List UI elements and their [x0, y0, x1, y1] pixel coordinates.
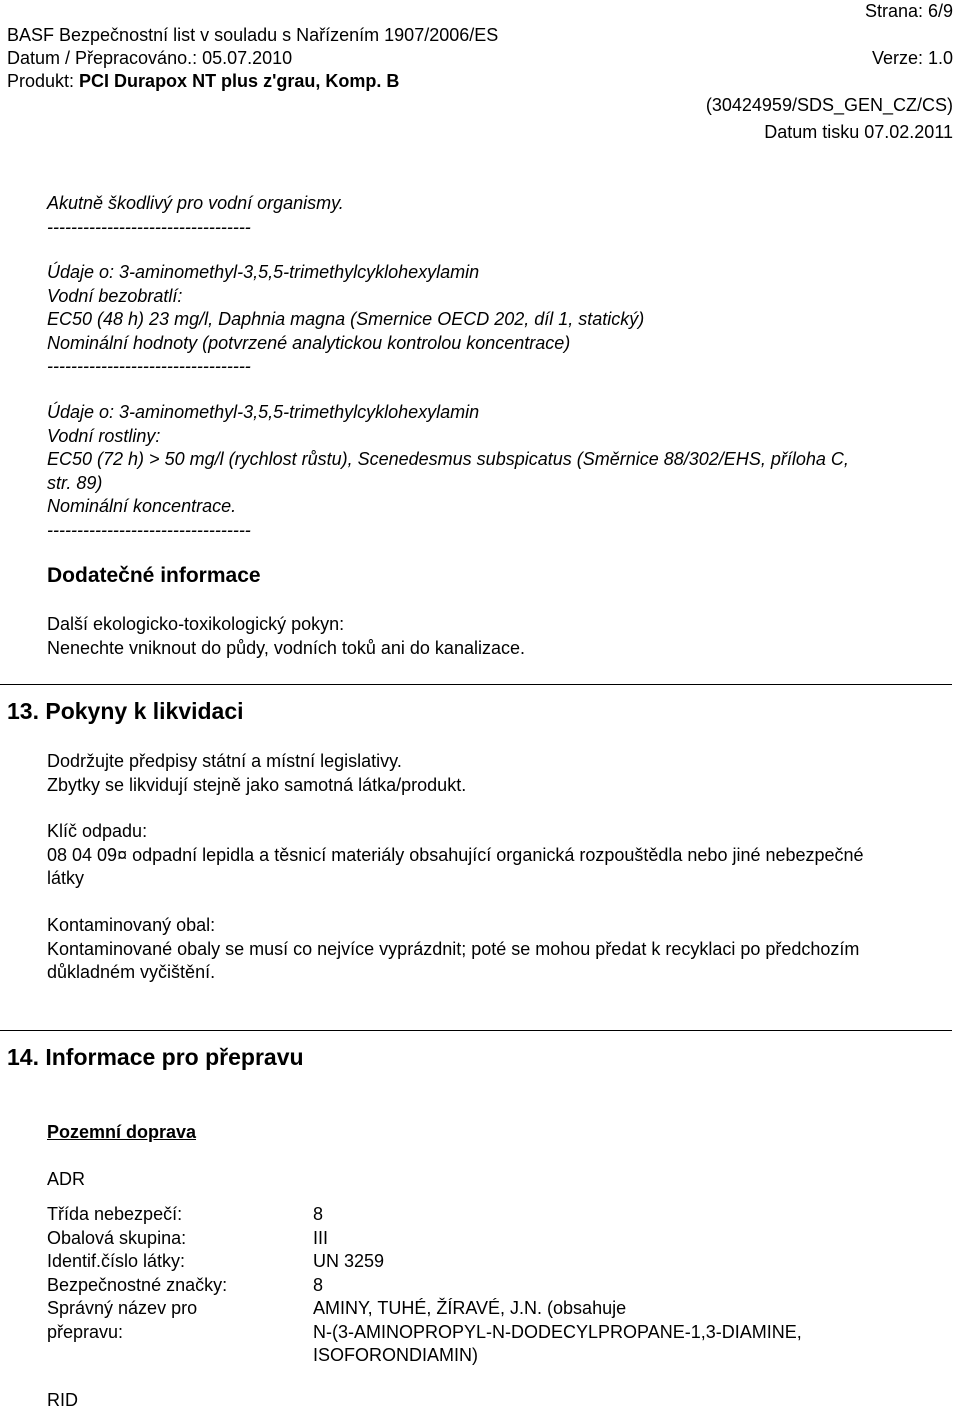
- print-date: Datum tisku 07.02.2011: [764, 122, 953, 142]
- revision-date: Datum / Přepracováno.: 05.07.2010: [7, 48, 293, 68]
- eco-block-plants: [47, 401, 952, 542]
- section-13-heading: 13. Pokyny k likvidaci: [7, 698, 244, 724]
- waste-key-label: Klíč odpadu:: [47, 821, 148, 841]
- organism-group: Vodní rostliny:: [47, 425, 161, 446]
- ec50-value-cont: str. 89): [47, 472, 103, 493]
- waste-key: [47, 820, 952, 891]
- version-label: Verze: 1.0: [871, 48, 953, 68]
- organism-group: Vodní bezobratlí:: [47, 285, 183, 306]
- section-divider: [0, 1030, 952, 1031]
- eco-block-acute: [47, 192, 952, 239]
- adr-value-cont: ISOFORONDIAMIN): [313, 1345, 478, 1365]
- product-line: [7, 70, 399, 93]
- land-transport-heading: Pozemní doprava: [47, 1122, 197, 1142]
- additional-info-heading: Dodatečné informace: [47, 564, 261, 587]
- substance-subject: Údaje o: 3-aminomethyl-3,5,5-trimethylcyklohexylamin: [47, 262, 480, 282]
- adr-key: Správný název pro: [47, 1298, 198, 1318]
- adr-value: 8: [313, 1274, 324, 1295]
- product-prefix: Produkt:: [7, 71, 80, 91]
- document-title: BASF Bezpečnostní list v souladu s Nařízením 1907/2006/ES: [7, 25, 499, 45]
- ec50-note: Nominální koncentrace.: [47, 496, 237, 516]
- adr-value-cont: N-(3-AMINOPROPYL-N-DODECYLPROPANE-1,3-DIAMINE,: [313, 1321, 802, 1342]
- ec50-value: EC50 (48 h) 23 mg/l, Daphnia magna (Smernice OECD 202, díl 1, statický): [47, 309, 645, 329]
- waste-key-text: 08 04 09¤ odpadní lepidla a těsnicí materiály obsahující organická rozpouštědla nebo jiné nebezpečné: [47, 844, 864, 865]
- adr-value: AMINY, TUHÉ, ŽÍRAVÉ, J.N. (obsahuje: [313, 1298, 627, 1318]
- adr-key-cont: přepravu:: [47, 1321, 124, 1342]
- additional-info-text: Nenechte vniknout do půdy, vodních toků ani do kanalizace.: [47, 637, 525, 658]
- disposal-line-2: Zbytky se likvidují stejně jako samotná látka/produkt.: [47, 774, 467, 795]
- adr-key: Třída nebezpečí:: [47, 1204, 183, 1224]
- waste-key-text-cont: látky: [47, 868, 85, 888]
- separator: ----------------------------------: [47, 216, 251, 237]
- product-name: PCI Durapox NT plus z'grau, Komp. B: [79, 71, 400, 91]
- adr-row-packing-group: [47, 1227, 952, 1251]
- adr-key: Bezpečnostné značky:: [47, 1274, 228, 1295]
- contaminated-packaging: [47, 914, 952, 985]
- ec50-value: EC50 (72 h) > 50 mg/l (rychlost růstu), Scenedesmus subspicatus (Směrnice 88/302/EHS, příloha C,: [47, 449, 849, 469]
- packaging-text-cont: důkladném vyčištění.: [47, 962, 216, 982]
- adr-key: Obalová skupina:: [47, 1227, 187, 1248]
- packaging-text: Kontaminované obaly se musí co nejvíce vyprázdnit; poté se mohou předat k recyklaci po předchozím: [47, 938, 860, 959]
- additional-info-label: Další ekologicko-toxikologický pokyn:: [47, 614, 345, 634]
- separator: ----------------------------------: [47, 519, 251, 540]
- adr-row-class: [47, 1203, 952, 1227]
- adr-table: [47, 1203, 952, 1368]
- adr-value: 8: [313, 1204, 324, 1224]
- section-14-heading: 14. Informace pro přepravu: [7, 1044, 304, 1070]
- adr-row-un-number: [47, 1250, 952, 1274]
- disposal-line-1: Dodržujte předpisy státní a místní legislativy.: [47, 751, 402, 771]
- adr-value: UN 3259: [313, 1251, 385, 1271]
- disposal-instructions: [47, 750, 952, 797]
- section-divider: [0, 684, 952, 685]
- eco-block-invertebrates: [47, 261, 952, 379]
- rid-label: RID: [47, 1390, 78, 1410]
- adr-key: Identif.číslo látky:: [47, 1251, 186, 1271]
- additional-info: [47, 613, 952, 660]
- acute-toxicity-text: Akutně škodlivý pro vodní organismy.: [47, 193, 344, 213]
- adr-value: III: [313, 1227, 329, 1248]
- ec50-note: Nominální hodnoty (potvrzené analytickou kontrolou koncentrace): [47, 332, 571, 353]
- page-number: Strana: 6/9: [864, 1, 953, 21]
- adr-row-shipping-name: [47, 1297, 952, 1368]
- adr-label: ADR: [47, 1169, 86, 1189]
- packaging-label: Kontaminovaný obal:: [47, 915, 216, 935]
- adr-row-labels: [47, 1274, 952, 1298]
- substance-subject: Údaje o: 3-aminomethyl-3,5,5-trimethylcyklohexylamin: [47, 402, 480, 422]
- document-code: (30424959/SDS_GEN_CZ/CS): [705, 95, 953, 115]
- separator: ----------------------------------: [47, 356, 251, 376]
